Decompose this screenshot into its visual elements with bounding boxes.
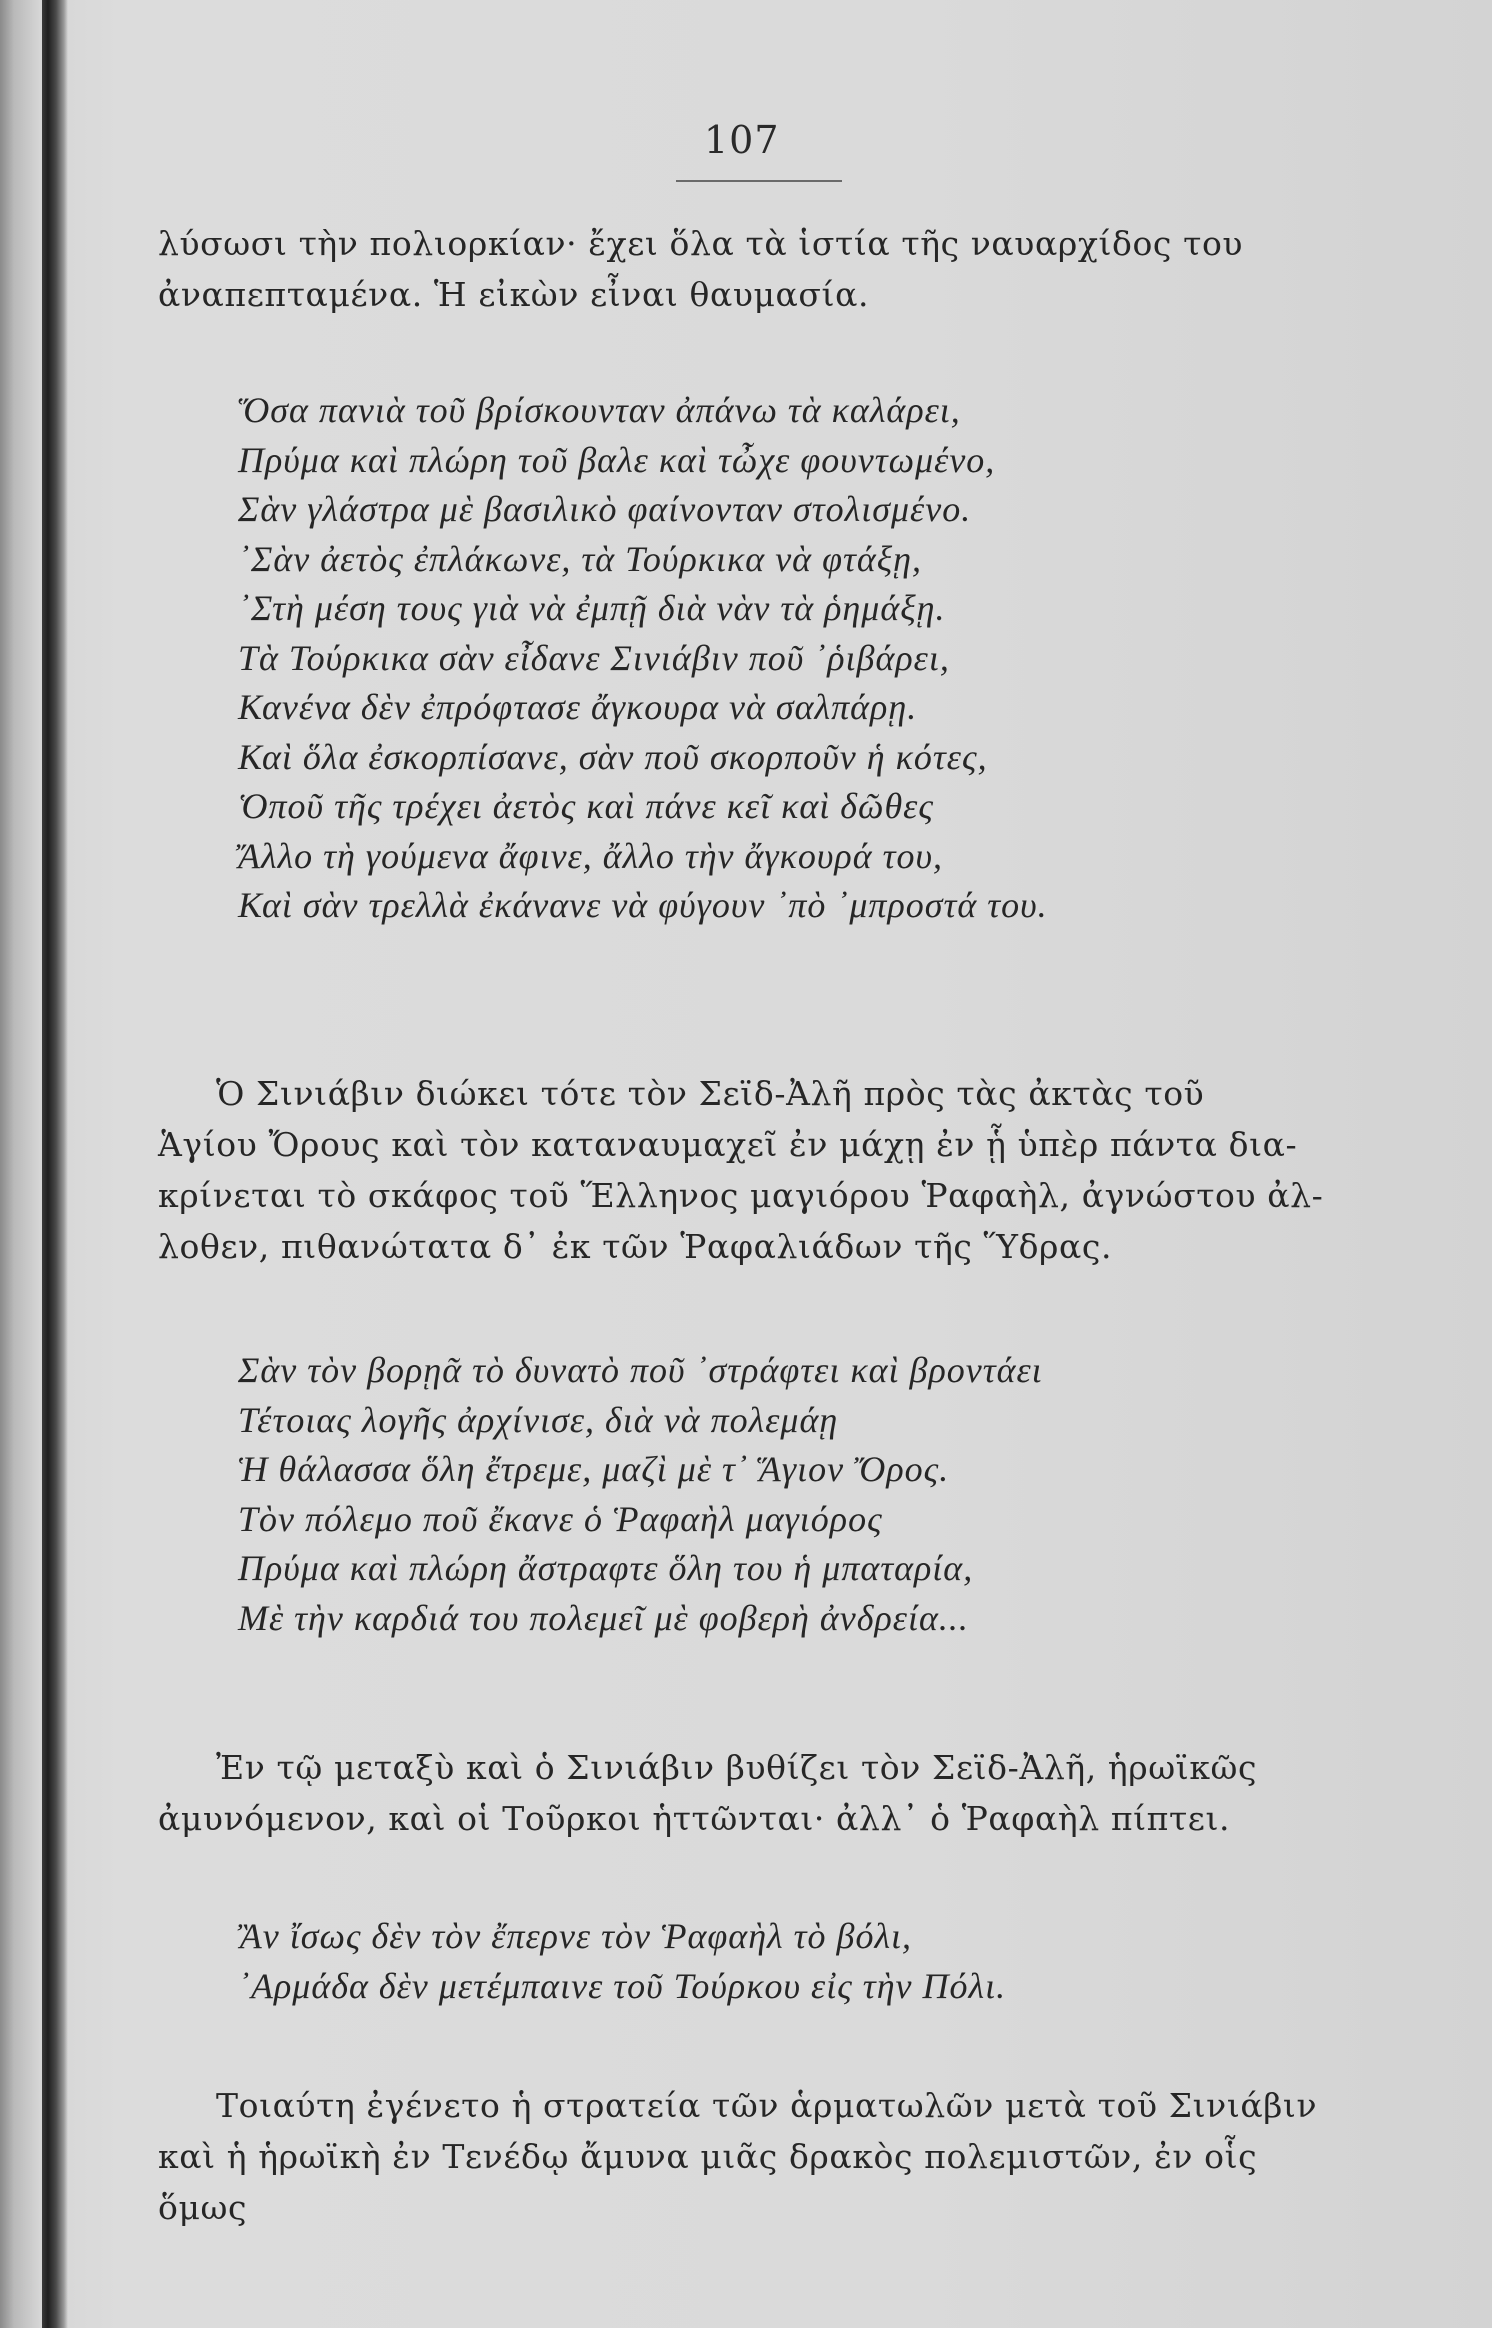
- verse-line: ᾿Αρμάδα δὲν μετέμπαινε τοῦ Τούρκου εἰς τὴν Πόλι.: [238, 1965, 1007, 2006]
- verse-line: Ἂν ἴσως δὲν τὸν ἔπερνε τὸν Ῥαφαὴλ τὸ βόλι,: [238, 1916, 913, 1956]
- verse-line: Ὁποῦ τῆς τρέχει ἀετὸς καὶ πάνε κεῖ καὶ δῶθες: [238, 786, 934, 826]
- verse-line: Πρύμα καὶ πλώρη ἄστραφτε ὅλη του ἡ μπαταρία,: [238, 1548, 974, 1588]
- verse-line: Τὰ Τούρκικα σὰν εἶδανε Σινιάβιν ποῦ ᾿ῥιβάρει,: [238, 637, 950, 678]
- verse-line: Σὰν γλάστρα μὲ βασιλικὸ φαίνονταν στολισμένο.: [238, 489, 972, 529]
- prose-line: λύσωσι τὴν πολιορκίαν· ἔχει ὅλα τὰ ἱστία τῆς ναυαρχίδος του: [158, 224, 1244, 263]
- prose-line: Ἁγίου Ὄρους καὶ τὸν καταναυμαχεῖ ἐν μάχῃ ἐν ᾗ ὑπὲρ πάντα δια-: [158, 1125, 1298, 1164]
- verse-line: Ὅσα πανιὰ τοῦ βρίσκουνταν ἀπάνω τὰ καλάρει,: [238, 390, 961, 430]
- prose-line: κρίνεται τὸ σκάφος τοῦ Ἕλληνος μαγιόρου Ῥαφαὴλ, ἀγνώστου ἀλ-: [158, 1176, 1324, 1215]
- prose-line: ἀναπεπταμένα. Ἡ εἰκὼν εἶναι θαυμασία.: [158, 275, 870, 314]
- prose-line: ἀμυνόμενον, καὶ οἱ Τοῦρκοι ἡττῶνται· ἀλλ᾿ ὁ Ῥαφαὴλ πίπτει.: [158, 1799, 1231, 1838]
- verse-line: Καὶ ὅλα ἐσκορπίσανε, σὰν ποῦ σκορποῦν ἡ κότες,: [238, 736, 988, 777]
- verse-line: Τέτοιας λογῆς ἀρχίνισε, διὰ νὰ πολεμάῃ: [238, 1399, 839, 1440]
- verse-line: ᾿Σὰν ἀετὸς ἐπλάκωνε, τὰ Τούρκικα νὰ φτάξῃ,: [238, 538, 923, 579]
- prose-line: λοθεν, πιθανώτατα δ᾿ ἐκ τῶν Ῥαφαλιάδων τῆς Ὕδρας.: [158, 1227, 1113, 1266]
- header-rule: [676, 180, 842, 182]
- prose-paragraph-1: [158, 218, 1348, 320]
- verse-line: Κανένα δὲν ἐπρόφτασε ἄγκουρα νὰ σαλπάρῃ.: [238, 687, 918, 727]
- verse-line: Ἡ θάλασσα ὅλη ἔτρεμε, μαζὶ μὲ τ᾿ Ἅγιον Ὄρος.: [238, 1449, 950, 1489]
- verse-line: Μὲ τὴν καρδιά του πολεμεῖ μὲ φοβερὴ ἀνδρεία...: [238, 1597, 969, 1638]
- verse-line: Καὶ σὰν τρελλὰ ἐκάνανε νὰ φύγουν ᾿πὸ ᾿μπροστά του.: [238, 885, 1048, 925]
- prose-line: Τοιαύτη ἐγένετο ἡ στρατεία τῶν ἁρματωλῶν μετὰ τοῦ Σινιάβιν: [216, 2086, 1318, 2125]
- prose-paragraph-2: [158, 1068, 1348, 1272]
- prose-paragraph-3: [158, 1742, 1348, 1844]
- verse-line: Ἄλλο τὴ γούμενα ἄφινε, ἄλλο τὴν ἄγκουρά του,: [238, 835, 944, 876]
- verse-line: Σὰν τὸν βορῃᾶ τὸ δυνατὸ ποῦ ᾿στράφτει καὶ βροντάει: [238, 1350, 1043, 1390]
- verse-block-3: [238, 1912, 1428, 2011]
- prose-line: Ὁ Σινιάβιν διώκει τότε τὸν Σεϊδ-Ἀλῆ πρὸς τὰς ἀκτὰς τοῦ: [216, 1074, 1205, 1113]
- verse-block-2: [238, 1346, 1428, 1643]
- page-number: 107: [704, 118, 780, 162]
- verse-line: Τὸν πόλεμο ποῦ ἔκανε ὁ Ῥαφαὴλ μαγιόρος: [238, 1498, 883, 1539]
- verse-line: Πρύμα καὶ πλώρη τοῦ βαλε καὶ τὦχε φουντωμένο,: [238, 439, 996, 480]
- book-spine-shadow: [42, 0, 68, 2328]
- verse-block-1: [238, 386, 1428, 931]
- verse-line: ᾿Στὴ μέση τους γιὰ νὰ ἐμπῇ διὰ νὰν τὰ ῥημάξῃ.: [238, 588, 946, 628]
- prose-paragraph-4: [158, 2080, 1348, 2233]
- prose-line: Ἐν τῷ μεταξὺ καὶ ὁ Σινιάβιν βυθίζει τὸν Σεϊδ-Ἀλῆ, ἡρωϊκῶς: [216, 1748, 1258, 1787]
- prose-line: καὶ ἡ ἡρωϊκὴ ἐν Τενέδῳ ἄμυνα μιᾶς δρακὸς πολεμιστῶν, ἐν οἷς ὅμως: [158, 2137, 1258, 2227]
